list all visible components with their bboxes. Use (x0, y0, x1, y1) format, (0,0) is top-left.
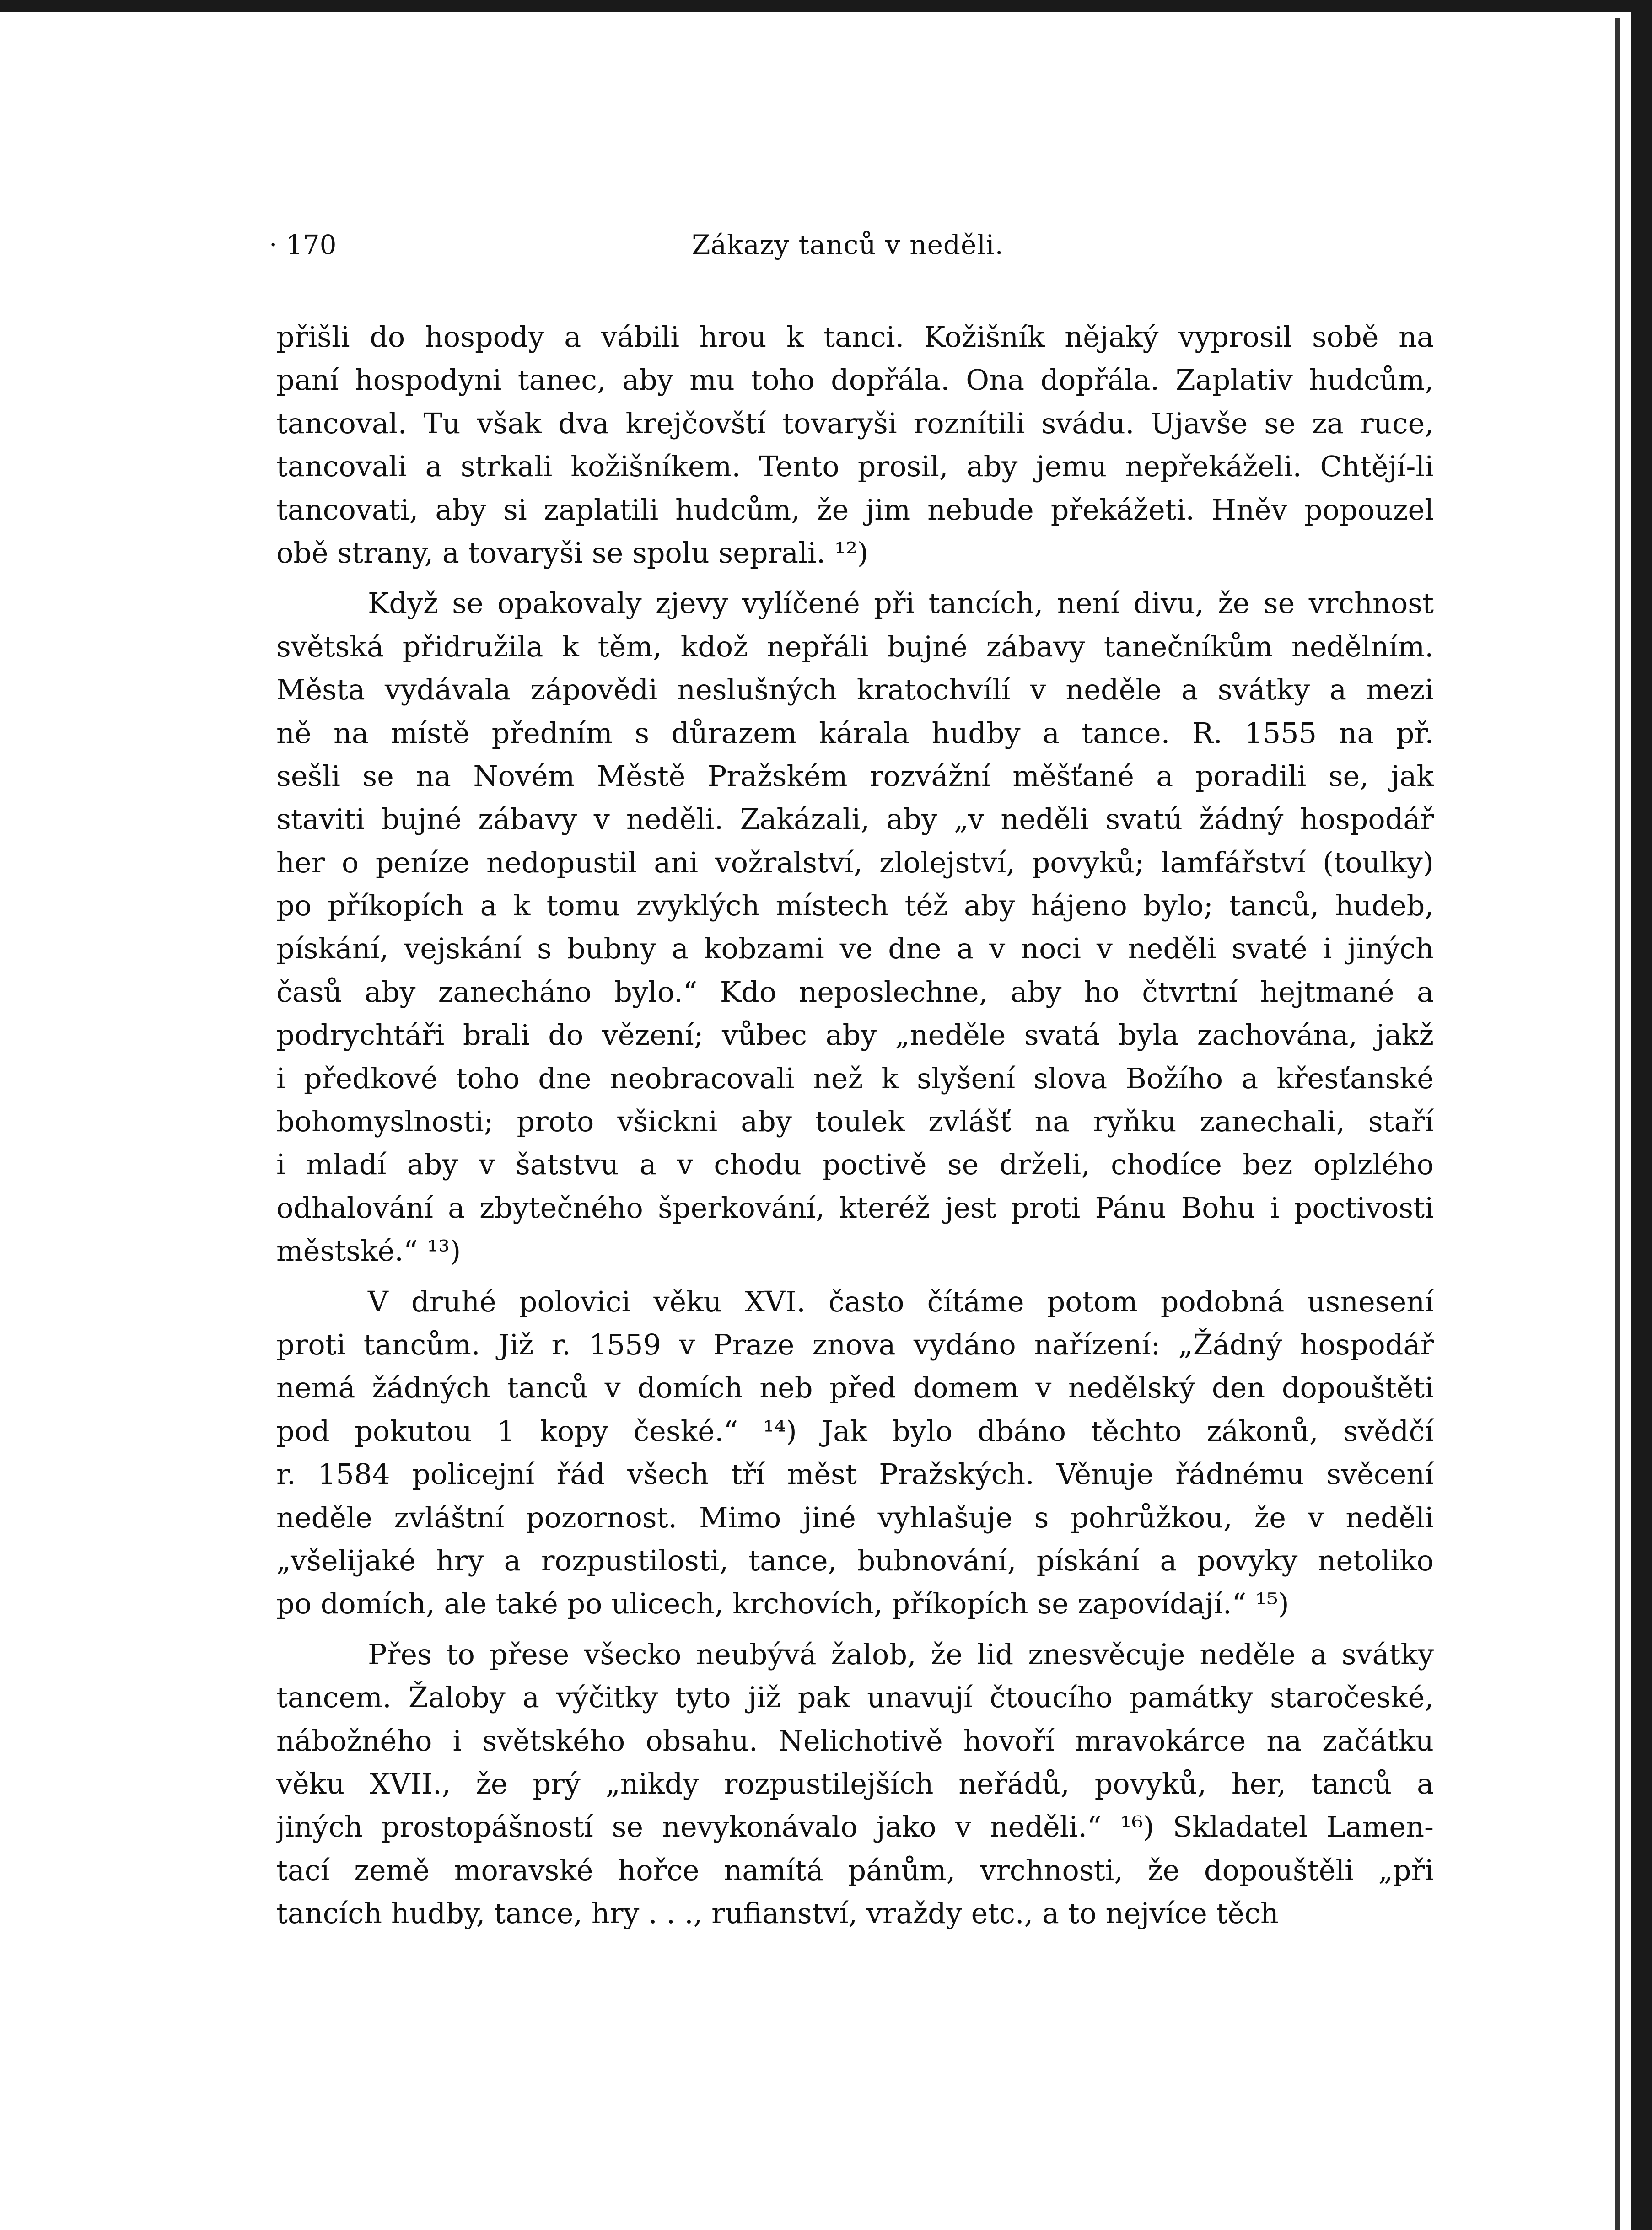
text-line: ně na místě předním s důrazem kárala hudby a tance. R. 1555 na př. (276, 716, 1434, 750)
text-line: tancovati, aby si zaplatili hudcům, že jim nebude překážeti. Hněv popouzel (276, 493, 1434, 527)
text-line: pod pokutou 1 kopy české.“ ¹⁴) Jak bylo dbáno těchto zákonů, svědčí (276, 1414, 1434, 1448)
text-line: proti tancům. Již r. 1559 v Praze znova vydáno nařízení: „Žádný hospodář (276, 1327, 1434, 1361)
text-line: r. 1584 policejní řád všech tří měst Pražských. Věnuje řádnému svěcení (276, 1457, 1434, 1491)
text-line: her o peníze nedopustil ani vožralství, zlolejství, povyků; lamfářství (toulky) (276, 845, 1434, 879)
running-title: Zákazy tanců v neděli. (692, 229, 1004, 260)
text-line: časů aby zanecháno bylo.“ Kdo neposlechne, aby ho čtvrtní hejtmané a (276, 975, 1434, 1009)
text-line: podrychtáři brali do vězení; vůbec aby „neděle svatá byla zachována, jakž (276, 1018, 1434, 1052)
text-line: i mladí aby v šatstvu a v chodu poctivě se drželi, chodíce bez oplzlého (276, 1148, 1434, 1182)
text-line: přišli do hospody a vábili hrou k tanci. Kožišník nějaký vyprosil sobě na (276, 320, 1434, 354)
text-line: sešli se na Novém Městě Pražském rozvážní měšťané a poradili se, jak (276, 759, 1434, 793)
text-line: i předkové toho dne neobracovali než k slyšení slova Božího a křesťanské (276, 1061, 1434, 1095)
paragraph-gap (276, 1273, 1434, 1280)
text-line: tací země moravské hořce namítá pánům, vrchnosti, že dopouštěli „při (276, 1853, 1434, 1887)
scan-border-right-inner (1615, 18, 1620, 2230)
text-line: V druhé polovici věku XVI. často čítáme potom podobná usnesení (368, 1284, 1434, 1318)
text-line: Přes to přese všecko neubývá žalob, že lid znesvěcuje neděle a svátky (368, 1637, 1434, 1671)
text-line: tancoval. Tu však dva krejčovští tovaryši roznítili svádu. Ujavše se za ruce, (276, 406, 1434, 440)
paragraph (276, 1280, 1434, 1626)
text-line: Města vydávala zápovědi neslušných kratochvílí v neděle a svátky a mezi (276, 673, 1434, 707)
page-header (269, 224, 1426, 265)
text-line: paní hospodyni tanec, aby mu toho dopřála. Ona dopřála. Zaplativ hudcům, (276, 363, 1434, 397)
scan-border-right (1631, 0, 1652, 2230)
text-line: světská přidružila k těm, kdož nepřáli bujné zábavy tanečníkům nedělním. (276, 629, 1434, 663)
body-text (276, 316, 1434, 1935)
text-line: pískání, vejskání s bubny a kobzami ve dne a v noci v neděli svaté i jiných (276, 932, 1434, 966)
paragraph-gap (276, 575, 1434, 582)
page-number: · 170 (269, 229, 337, 260)
text-line: tancích hudby, tance, hry . . ., rufianství, vraždy etc., a to nejvíce těch (276, 1897, 1279, 1930)
paragraph (276, 1633, 1434, 1935)
text-line: obě strany, a tovaryši se spolu seprali. ¹²) (276, 536, 869, 570)
text-line: tancem. Žaloby a výčitky tyto již pak unavují čtoucího památky staročeské, (276, 1681, 1434, 1714)
scan-border-top (0, 0, 1652, 12)
paragraph (276, 316, 1434, 575)
text-line: nemá žádných tanců v domích neb před domem v nedělský den dopouštěti (276, 1371, 1434, 1405)
text-line: městské.“ ¹³) (276, 1234, 461, 1268)
text-line: odhalování a zbytečného šperkování, kteréž jest proti Pánu Bohu i poctivosti (276, 1191, 1434, 1225)
text-line: staviti bujné zábavy v neděli. Zakázali, aby „v neděli svatú žádný hospodář (276, 802, 1434, 836)
text-line: po příkopích a k tomu zvyklých místech též aby hájeno bylo; tanců, hudeb, (276, 889, 1434, 923)
text-line: nábožného i světského obsahu. Nelichotivě hovoří mravokárce na začátku (276, 1724, 1434, 1757)
paragraph (276, 582, 1434, 1273)
text-line: Když se opakovaly zjevy vylíčené při tancích, není divu, že se vrchnost (368, 586, 1434, 620)
paragraph-gap (276, 1626, 1434, 1633)
text-line: jiných prostopášností se nevykonávalo jako v neděli.“ ¹⁶) Skladatel Lamen- (276, 1810, 1434, 1844)
text-line: bohomyslnosti; proto všickni aby toulek zvlášť na ryňku zanechali, staří (276, 1105, 1434, 1139)
text-line: tancovali a strkali kožišníkem. Tento prosil, aby jemu nepřekáželi. Chtějí-li (276, 450, 1434, 484)
text-line: věku XVII., že prý „nikdy rozpustilejších neřádů, povyků, her, tanců a (276, 1767, 1434, 1800)
text-line: po domích, ale také po ulicech, krchovích, příkopích se zapovídají.“ ¹⁵) (276, 1587, 1289, 1621)
text-line: „všelijaké hry a rozpustilosti, tance, bubnování, pískání a povyky netoliko (276, 1543, 1434, 1577)
text-line: neděle zvláštní pozornost. Mimo jiné vyhlašuje s pohrůžkou, že v neděli (276, 1500, 1434, 1534)
